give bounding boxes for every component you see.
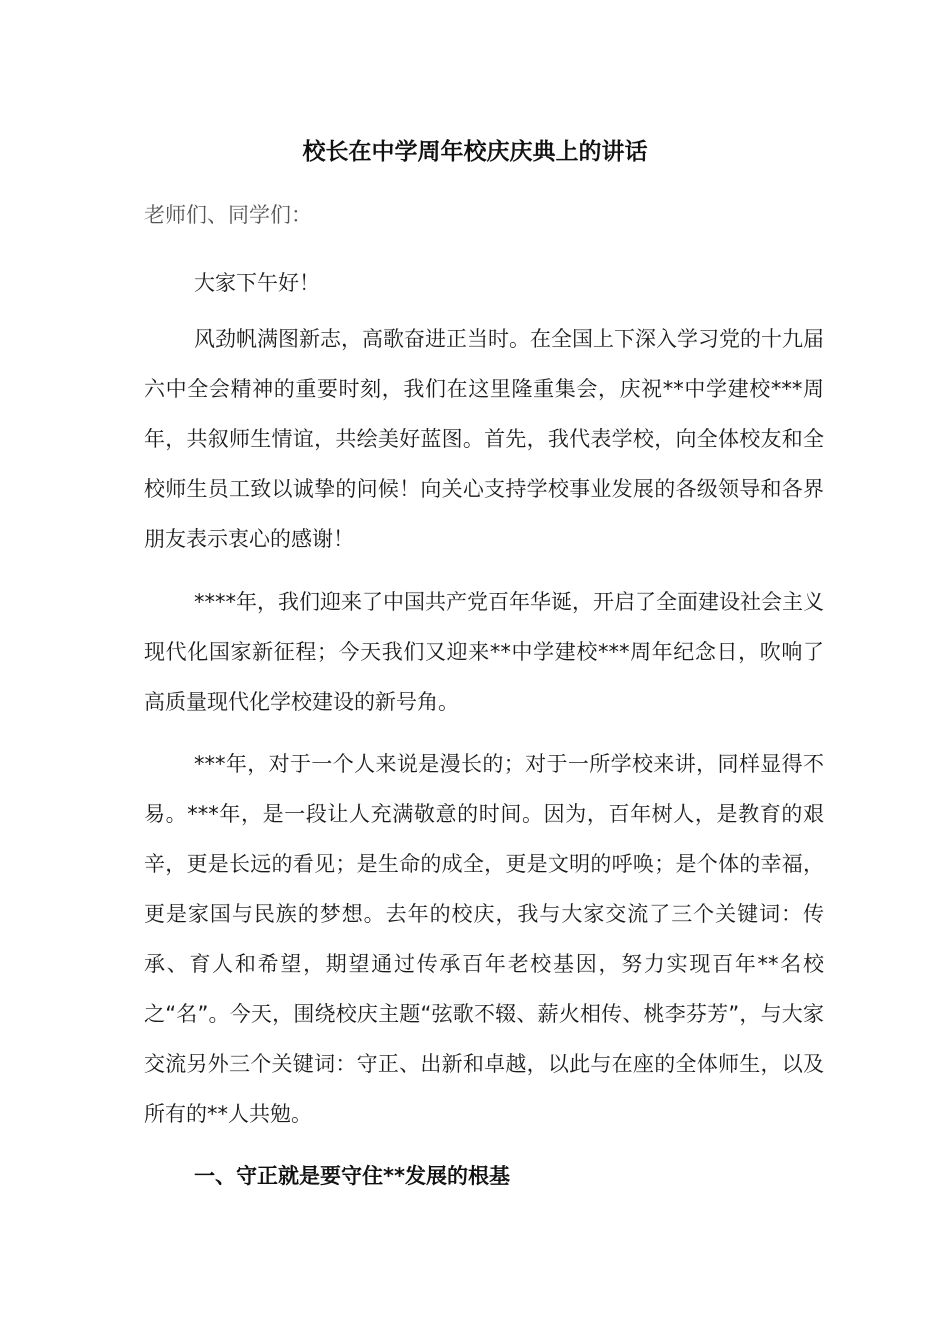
paragraph-2: ****年，我们迎来了中国共产党百年华诞，开启了全面建设社会主义现代化国家新征程；今天我们又迎来**中学建校***周年纪念日，吹响了高质量现代化学校建设的新号角。 bbox=[144, 590, 824, 714]
paragraph-1: 风劲帆满图新志，高歌奋进正当时。在全国上下深入学习党的十九届六中全会精神的重要时刻，我们在这里隆重集会，庆祝**中学建校***周年，共叙师生情谊，共绘美好蓝图。首先，我代表学校，向全体校友和全校师生员工致以诚挚的问候！向关心支持学校事业发展的各级领导和各界朋友表示衷心的感谢！ bbox=[144, 327, 824, 551]
greeting-paragraph: 大家下午好！ bbox=[194, 271, 320, 295]
document-title: 校长在中学周年校庆庆典上的讲话 bbox=[302, 139, 648, 165]
salutation: 老师们、同学们： bbox=[144, 203, 312, 227]
section-heading-1: 一、守正就是要守住**发展的根基 bbox=[194, 1164, 510, 1188]
paragraph-3: ***年，对于一个人来说是漫长的；对于一所学校来讲，同样显得不易。***年，是一段让人充满敬意的时间。因为，百年树人，是教育的艰辛，更是长远的看见；是生命的成全，更是文明的呼唤；是个体的幸福，更是家国与民族的梦想。去年的校庆，我与大家交流了三个关键词：传承、育人和希望，期望通过传承百年老校基因，努力实现百年**名校之“名”。今天，围绕校庆主题“弦歌不辍、薪火相传、桃李芬芳”，与大家交流另外三个关键词：守正、出新和卓越，以此与在座的全体师生，以及所有的**人共勉。 bbox=[144, 752, 824, 1126]
